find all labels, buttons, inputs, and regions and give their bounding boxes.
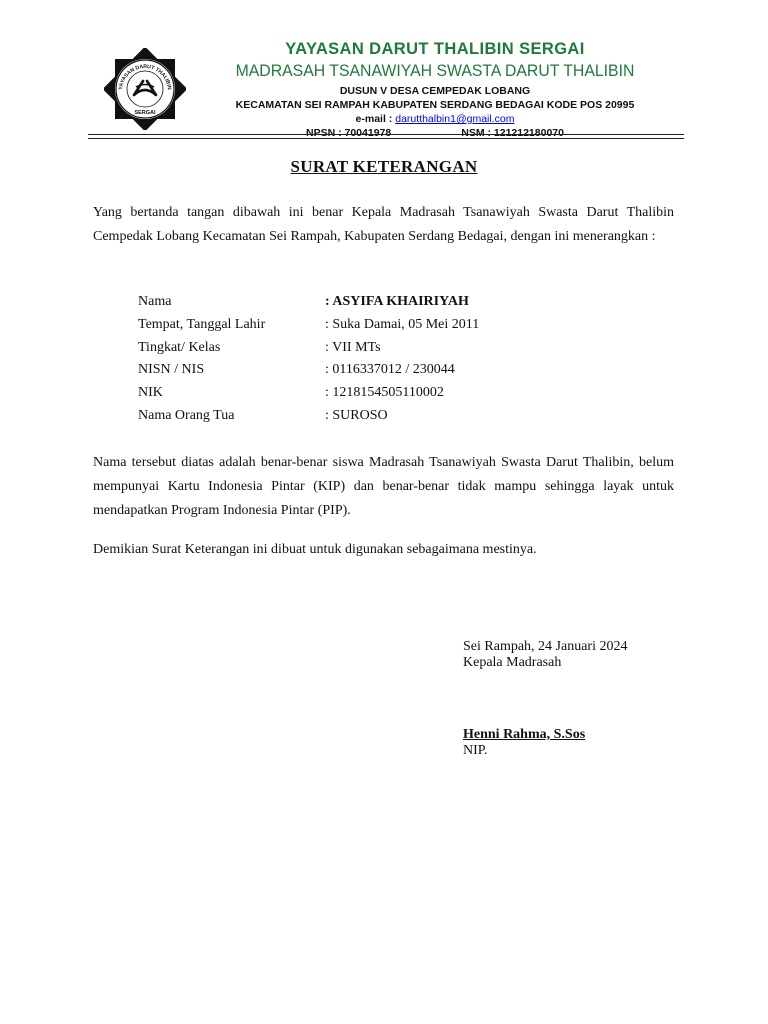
intro-paragraph: Yang bertanda tangan dibawah ini benar Kepala Madrasah Tsanawiyah Swasta Darut Thalibin Cempedak Lobang Kecamatan Sei Rampah, Kabupaten Serdang Bedagai, dengan ini menerangkan : (93, 205, 674, 244)
signer-nip: NIP. (463, 743, 488, 758)
field-row-class (138, 337, 479, 360)
field-row-birth (138, 314, 479, 337)
header-divider-thin (88, 134, 684, 135)
field-label: Tempat, Tanggal Lahir (138, 316, 266, 332)
logo-text-bottom: SERGAI (134, 110, 156, 116)
signer-position: Kepala Madrasah (463, 655, 562, 670)
signature-block (463, 639, 627, 759)
field-row-name (138, 291, 479, 314)
field-value-name: : ASYIFA KHAIRIYAH (325, 294, 469, 309)
email-link[interactable]: darutthalbin1@gmail.com (395, 113, 515, 125)
place-date: Sei Rampah, 24 Januari 2024 (463, 639, 628, 654)
field-row-parent (138, 405, 479, 428)
field-label: NISN / NIS (138, 362, 205, 378)
signer-name: Henni Rahma, S.Sos (463, 727, 586, 742)
npsn: NPSN : 70041978 (306, 127, 392, 139)
field-label: NIK (138, 385, 163, 401)
field-value: : 0116337012 / 230044 (325, 362, 455, 378)
student-details (138, 291, 479, 428)
field-value: : VII MTs (325, 339, 381, 355)
field-label: Nama Orang Tua (138, 407, 235, 423)
field-label: Tingkat/ Kelas (138, 339, 221, 355)
address-line-1: DUSUN V DESA CEMPEDAK LOBANG (339, 85, 531, 97)
school-logo (104, 48, 186, 130)
closing-paragraph: Demikian Surat Keterangan ini dibuat untuk digunakan sebagaimana mestinya. (93, 542, 537, 557)
address-line-2: KECAMATAN SEI RAMPAH KABUPATEN SERDANG BEDAGAI KODE POS 20995 (235, 99, 635, 111)
field-row-nik (138, 382, 479, 405)
foundation-name: YAYASAN DARUT THALIBIN SERGAI (285, 40, 585, 58)
email-line (190, 112, 680, 126)
field-row-nisn (138, 359, 479, 382)
statement-paragraph: Nama tersebut diatas adalah benar-benar siswa Madrasah Tsanawiyah Swasta Darut Thalibin, belum mempunyai Kartu Indonesia Pintar (KIP) dan benar-benar tidak mampu sehingga layak untuk mendapatkan Program Indonesia Pintar (PIP). (93, 455, 674, 518)
letterhead (190, 38, 680, 140)
field-value: : SUROSO (325, 407, 388, 423)
field-label: Nama (138, 294, 172, 309)
field-value: : 1218154505110002 (325, 385, 444, 401)
nsm: NSM : 121212180070 (461, 127, 564, 139)
letter-title: SURAT KETERANGAN (290, 157, 478, 176)
field-value: : Suka Damai, 05 Mei 2011 (325, 316, 480, 332)
header-divider-thick (88, 138, 684, 139)
school-name: MADRASAH TSANAWIYAH SWASTA DARUT THALIBIN (235, 61, 635, 80)
logo-text-top: YAYASAN DARUT THALIBIN (118, 63, 173, 91)
email-label: e-mail : (355, 113, 393, 125)
